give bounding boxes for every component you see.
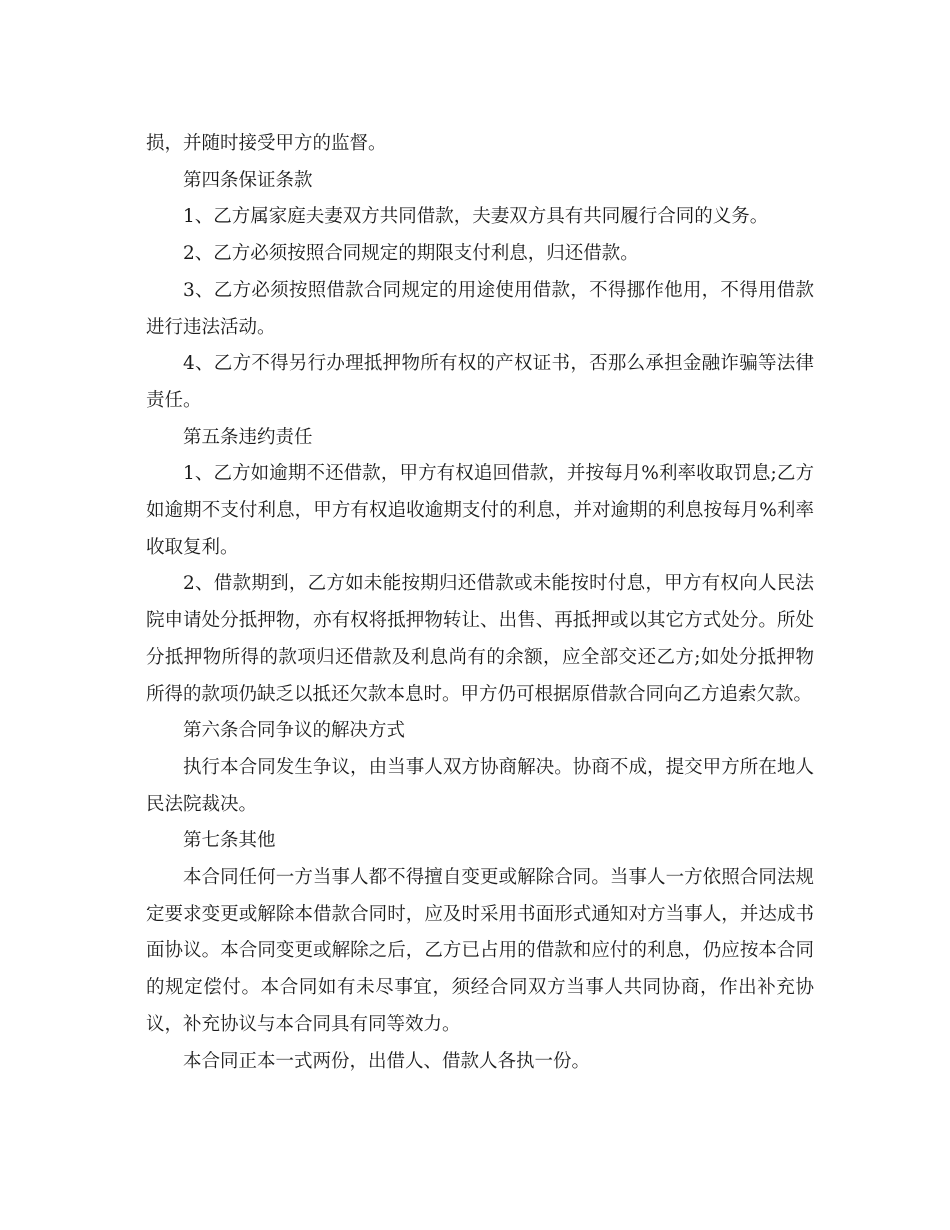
paragraph: 4、乙方不得另行办理抵押物所有权的产权证书，否那么承担金融诈骗等法律责任。	[146, 353, 814, 411]
section-heading-article-6: 第六条合同争议的解决方式	[183, 720, 406, 742]
section-heading-article-7: 第七条其他	[183, 830, 276, 852]
paragraph-continuation: 损，并随时接受甲方的监督。	[146, 133, 387, 154]
section-heading-article-4: 第四条保证条款	[183, 169, 313, 191]
paragraph: 本合同正本一式两份，出借人、借款人各执一份。	[183, 1050, 591, 1072]
section-heading-article-5: 第五条违约责任	[183, 426, 313, 448]
paragraph: 2、借款期到，乙方如未能按期归还借款或未能按时付息，甲方有权向人民法院申请处分抵押物，亦有权将抵押物转让、出售、再抵押或以其它方式处分。所处分抵押物所得的款项归还借款及利息尚有的余额，应全部交还乙方;如处分抵押物所得的款项仍缺乏以抵还欠款本息时。甲方仍可根据原借款合同向乙方追索欠款。	[146, 573, 814, 705]
paragraph: 3、乙方必须按照借款合同规定的用途使用借款，不得挪作他用，不得用借款进行违法活动。	[146, 279, 814, 338]
paragraph: 1、乙方如逾期不还借款，甲方有权追回借款，并按每月%利率收取罚息;乙方如逾期不支付利息，甲方有权追收逾期支付的利息，并对逾期的利息按每月%利率收取复利。	[146, 463, 814, 558]
paragraph: 2、乙方必须按照合同规定的期限支付利息，归还借款。	[183, 243, 639, 265]
document-page	[146, 126, 814, 1080]
paragraph: 1、乙方属家庭夫妻双方共同借款，夫妻双方具有共同履行合同的义务。	[183, 206, 769, 228]
paragraph: 执行本合同发生争议，由当事人双方协商解决。协商不成，提交甲方所在地人民法院裁决。	[146, 756, 814, 815]
paragraph: 本合同任何一方当事人都不得擅自变更或解除合同。当事人一方依照合同法规定要求变更或解除本借款合同时，应及时采用书面形式通知对方当事人，并达成书面协议。本合同变更或解除之后，乙方已占用的借款和应付的利息，仍应按本合同的规定偿付。本合同如有未尽事宜，须经合同双方当事人共同协商，作出补充协议，补充协议与本合同具有同等效力。	[146, 867, 814, 1035]
